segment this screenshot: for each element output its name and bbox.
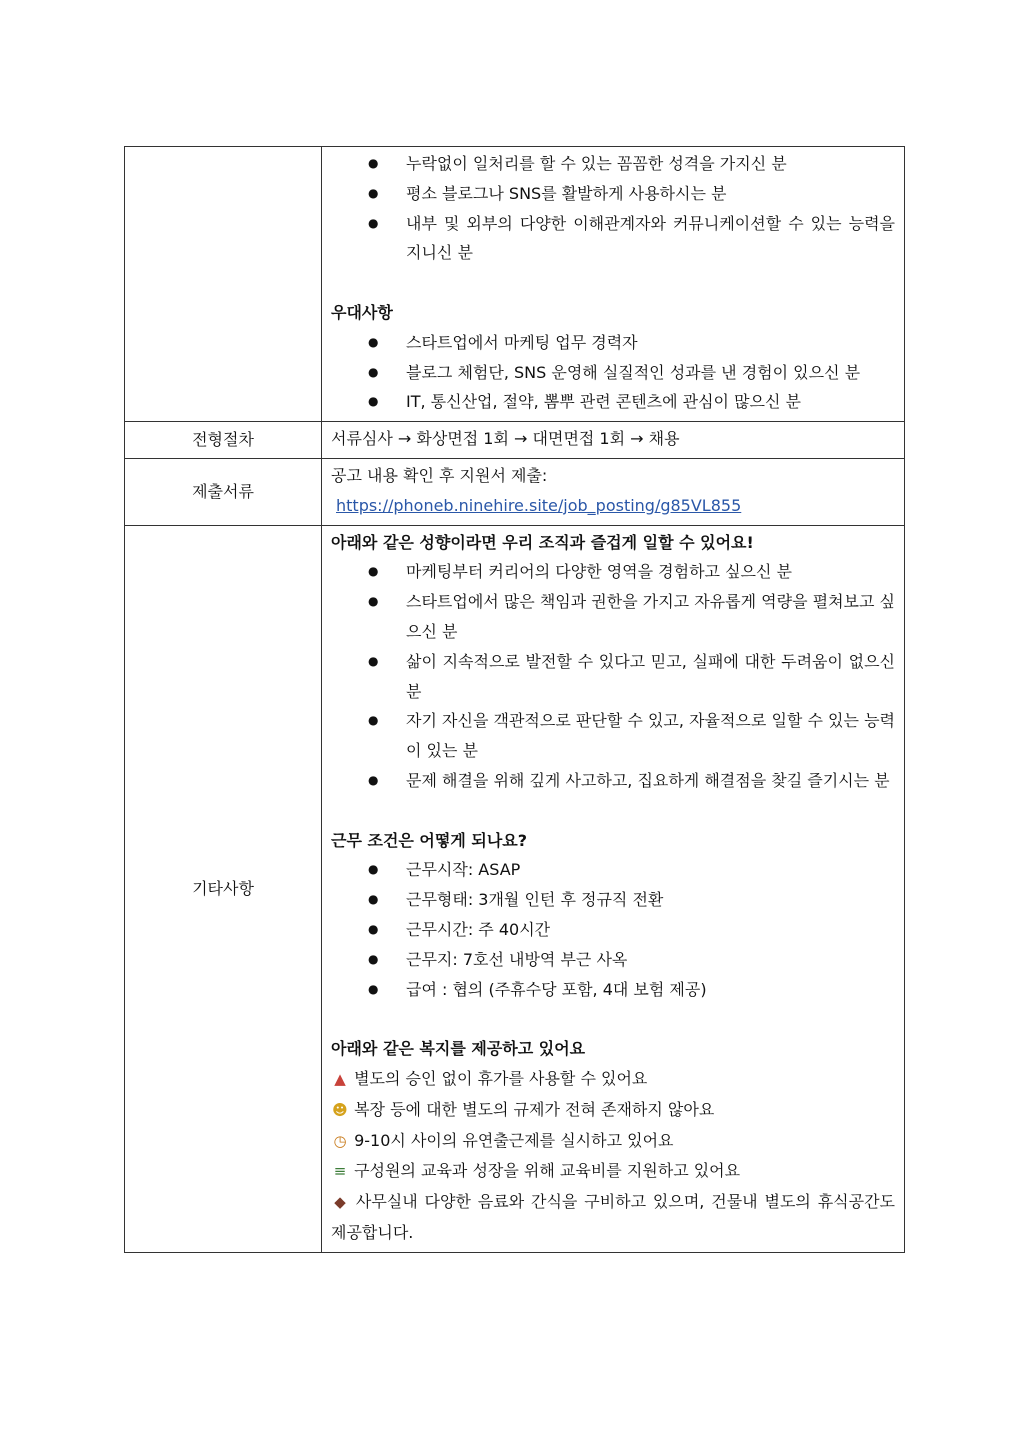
culture-list [331, 557, 895, 795]
list-item: ● 평소 블로그나 SNS를 활발하게 사용하시는 분 [331, 179, 895, 209]
books-icon: ≡ [333, 1162, 347, 1181]
list-item: ● 스타트업에서 많은 책임과 권한을 가지고 자유롭게 역량을 펼쳐보고 싶으신 분 [331, 587, 895, 647]
row-label-documents: 제출서류 [125, 458, 322, 525]
application-link[interactable]: https://phoneb.ninehire.site/job_posting/g85VL855 [336, 495, 742, 515]
row-label-etc: 기타사항 [125, 525, 322, 1252]
culture-heading: 아래와 같은 성향이라면 우리 조직과 즐겁게 일할 수 있어요! [331, 532, 754, 552]
benefit-item [331, 1126, 895, 1157]
spacer [331, 796, 895, 826]
requirements-list [331, 149, 895, 268]
spacer [331, 268, 895, 298]
benefit-item [331, 1187, 895, 1248]
list-item: ● IT, 통신산업, 절약, 뽐뿌 관련 콘텐츠에 관심이 많으신 분 [331, 387, 895, 417]
list-item: ● 삶이 지속적으로 발전할 수 있다고 믿고, 실패에 대한 두려움이 없으신 분 [331, 647, 895, 707]
table-row [125, 147, 905, 422]
list-item: ● 근무지: 7호선 내방역 부근 사옥 [331, 945, 895, 975]
list-item: ● 문제 해결을 위해 깊게 사고하고, 집요하게 해결점을 찾길 즐기시는 분 [331, 766, 895, 796]
list-item: ● 근무시작: ASAP [331, 855, 895, 885]
table-row [125, 525, 905, 1252]
chocolate-bar-icon: ◆ [334, 1193, 346, 1212]
list-item: ● 근무형태: 3개월 인턴 후 정규직 전환 [331, 885, 895, 915]
benefit-text: 9-10시 사이의 유연출근제를 실시하고 있어요 [354, 1130, 674, 1150]
sunglasses-face-icon: ☻ [332, 1100, 348, 1119]
table-row [125, 422, 905, 459]
benefit-text: 복장 등에 대한 별도의 규제가 전혀 존재하지 않아요 [354, 1099, 715, 1119]
list-item: ● 내부 및 외부의 다양한 이해관계자와 커뮤니케이션할 수 있는 능력을 지니신 분 [331, 209, 895, 269]
job-posting-table [124, 146, 905, 1253]
preferred-list [331, 328, 895, 417]
spacer [331, 1004, 895, 1034]
list-item: ● 스타트업에서 마케팅 업무 경력자 [331, 328, 895, 358]
tent-icon: ▲ [334, 1069, 346, 1088]
benefit-text: 별도의 승인 없이 휴가를 사용할 수 있어요 [354, 1068, 648, 1088]
list-item: ● 자기 자신을 객관적으로 판단할 수 있고, 자율적으로 일할 수 있는 능력이 있는 분 [331, 706, 895, 766]
list-item: ● 누락없이 일처리를 할 수 있는 꼼꼼한 성격을 가지신 분 [331, 149, 895, 179]
benefit-text: 구성원의 교육과 성장을 위해 교육비를 지원하고 있어요 [354, 1161, 741, 1181]
alarm-clock-icon: ◷ [333, 1131, 347, 1150]
benefit-item [331, 1095, 895, 1126]
benefit-item [331, 1064, 895, 1095]
benefits-heading: 아래와 같은 복지를 제공하고 있어요 [331, 1039, 586, 1059]
conditions-heading: 근무 조건은 어떻게 되나요? [331, 830, 528, 850]
documents-text: 공고 내용 확인 후 지원서 제출: [331, 465, 548, 485]
benefit-item [331, 1156, 895, 1187]
list-item: ● 급여 : 협의 (주휴수당 포함, 4대 보험 제공) [331, 975, 895, 1005]
preferred-heading: 우대사항 [331, 302, 393, 322]
conditions-list [331, 855, 895, 1004]
list-item: ● 마케팅부터 커리어의 다양한 영역을 경험하고 싶으신 분 [331, 557, 895, 587]
documents-cell [322, 458, 905, 525]
benefit-text: 사무실내 다양한 음료와 간식을 구비하고 있으며, 건물내 별도의 휴식공간도 제공합니다. [331, 1192, 895, 1242]
row-label-process: 전형절차 [125, 422, 322, 459]
process-text: 서류심사 → 화상면접 1회 → 대면면접 1회 → 채용 [331, 429, 680, 449]
process-cell [322, 422, 905, 459]
etc-cell [322, 525, 905, 1252]
list-item: ● 근무시간: 주 40시간 [331, 915, 895, 945]
row-label-empty [125, 147, 322, 422]
table-row [125, 458, 905, 525]
requirements-cell [322, 147, 905, 422]
list-item: ● 블로그 체험단, SNS 운영해 실질적인 성과를 낸 경험이 있으신 분 [331, 358, 895, 388]
